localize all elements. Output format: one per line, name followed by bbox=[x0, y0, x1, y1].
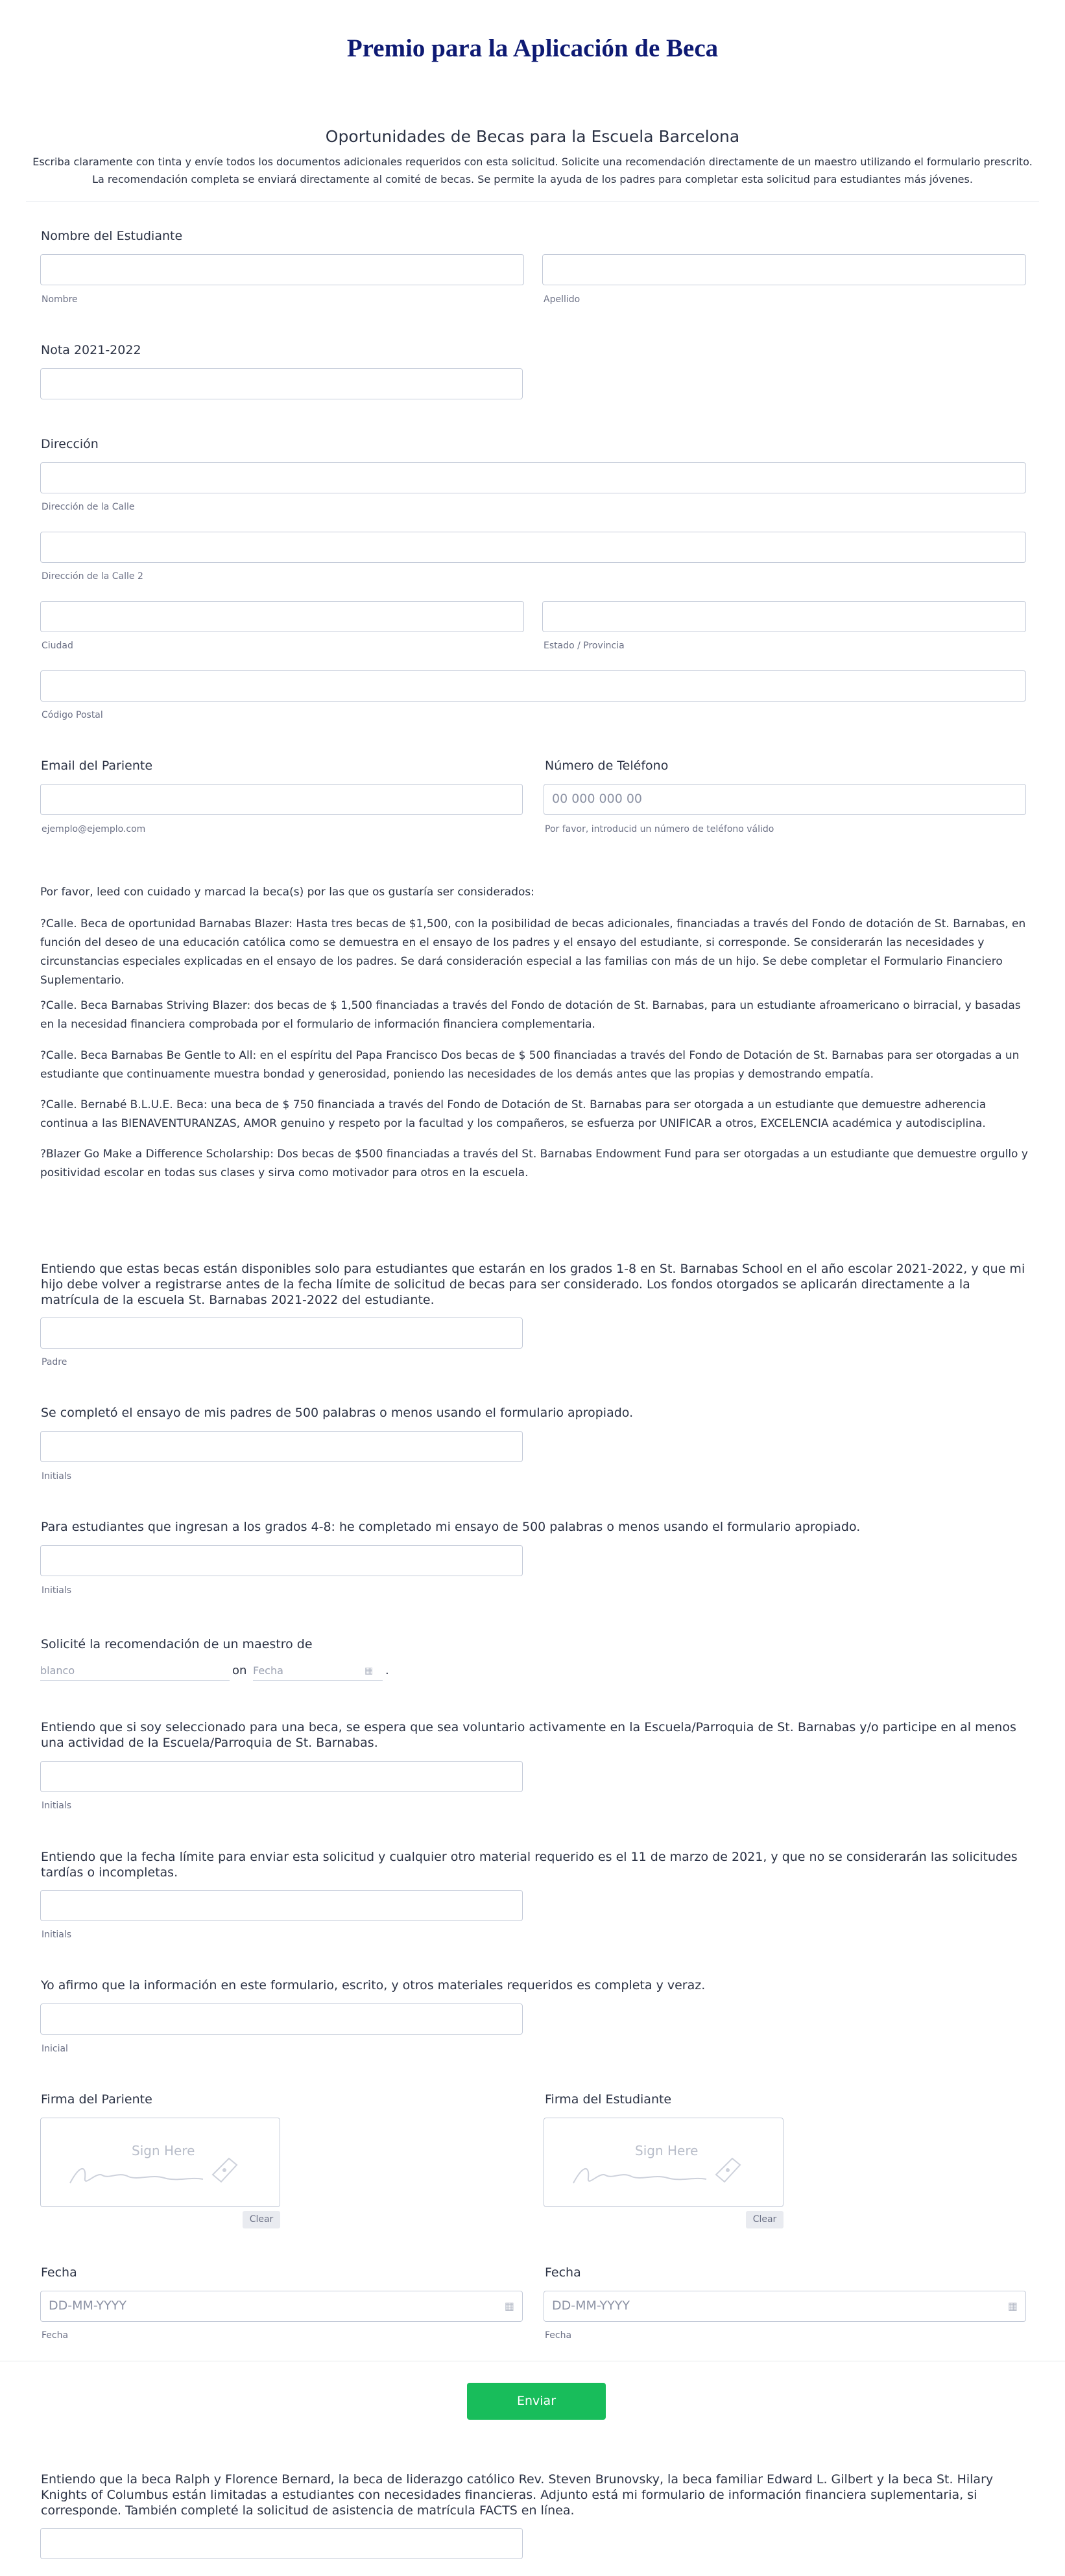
student-signature-label: Firma del Estudiante bbox=[545, 2092, 672, 2107]
state-input[interactable] bbox=[542, 601, 1026, 632]
last-name-sublabel: Apellido bbox=[544, 294, 580, 305]
page-title: Premio para la Aplicación de Beca bbox=[346, 34, 719, 62]
student-essay-initials-input[interactable] bbox=[40, 1545, 523, 1576]
parent-signature-clear-button[interactable]: Clear bbox=[243, 2211, 280, 2228]
eligibility-question: Entiendo que estas becas están disponibles solo para estudiantes que estarán en los grados 1-8 en St. Barnabas School en el año escolar 2021-2022, y que mi hijo debe volver a registrarse antes de la fecha límite de solicitud de becas para ser considerado. Los fondos otorgados se aplicarán directamente a la matrícula de la escuela St. Barnabas 2021-2022 del estudiante. bbox=[41, 1262, 1025, 1307]
parent-email-input[interactable] bbox=[40, 784, 523, 815]
parent-signature-placeholder: Sign Here bbox=[132, 2143, 195, 2158]
recommendation-teacher-input[interactable]: blanco bbox=[40, 1661, 230, 1681]
first-name-input[interactable] bbox=[40, 254, 524, 285]
scholarship-item: ?Calle. Bernabé B.L.U.E. Beca: una beca de $ 750 financiada a través del Fondo de Dotación de St. Barnabas para ser otorgada a un estudiante que demuestre adherencia continua a las BIENAVENTURANZAS, AMOR genuino y respeto por la facultad y los compañeros, se esfuerza por UNIFICAR a otros, EXCELENCIA académica y autodisciplina. bbox=[40, 1098, 987, 1130]
submit-button[interactable]: Enviar bbox=[467, 2383, 606, 2420]
form-heading: Oportunidades de Becas para la Escuela Barcelona bbox=[325, 127, 740, 146]
date-right-placeholder: DD-MM-YYYY bbox=[552, 2298, 630, 2313]
grade-input[interactable] bbox=[40, 368, 523, 399]
affirm-initials-input[interactable] bbox=[40, 2003, 523, 2035]
student-signature-pad[interactable] bbox=[544, 2118, 784, 2207]
parent-essay-question: Se completó el ensayo de mis padres de 500 palabras o menos usando el formulario apropiado. bbox=[41, 1406, 634, 1420]
scholarship-item: ?Calle. Beca de oportunidad Barnabas Blazer: Hasta tres becas de $1,500, con la posibilidad de becas adicionales, financiadas a través del Fondo de dotación de St. Barnabas, en función del deseo de una educación católica como se demuestra en el ensayo de los padres y el ensayo del estudiante, si corresponde. Se considerarán las necesidades y circunstancias especiales explicadas en el ensayo de los padres. Se dará consideración especial a las familias con más de un hijo. Se debe completar el Formulario Financiero Suplementario. bbox=[40, 917, 1026, 987]
date-right-label: Fecha bbox=[545, 2265, 581, 2280]
phone-input[interactable]: 00 000 000 00 bbox=[544, 784, 1026, 815]
date-right-input[interactable] bbox=[544, 2291, 1026, 2322]
student-signature-clear-button[interactable]: Clear bbox=[746, 2211, 784, 2228]
pen-scribble-icon bbox=[67, 2152, 255, 2191]
date-right-sublabel: Fecha bbox=[545, 2330, 572, 2341]
recommendation-date-placeholder: Fecha bbox=[253, 1664, 283, 1677]
date-left-input[interactable] bbox=[40, 2291, 523, 2322]
first-name-sublabel: Nombre bbox=[42, 294, 78, 305]
address-label: Dirección bbox=[41, 437, 99, 451]
parent-essay-initials-input[interactable] bbox=[40, 1431, 523, 1462]
last-name-input[interactable] bbox=[542, 254, 1026, 285]
postal-code-input[interactable] bbox=[40, 670, 1026, 702]
city-input[interactable] bbox=[40, 601, 524, 632]
volunteer-question: Entiendo que si soy seleccionado para una beca, se espera que sea voluntario activamente en la Escuela/Parroquia de St. Barnabas y/o participe en al menos una actividad de la Escuela/Parroquia de St. Barnabas. bbox=[41, 1720, 1016, 1750]
eligibility-sublabel: Padre bbox=[42, 1357, 67, 1367]
header-divider bbox=[26, 201, 1039, 202]
volunteer-initials-input[interactable] bbox=[40, 1761, 523, 1792]
calendar-icon[interactable]: ▦ bbox=[365, 1666, 374, 1676]
parent-email-sublabel: ejemplo@ejemplo.com bbox=[42, 824, 146, 834]
grade-label: Nota 2021-2022 bbox=[41, 343, 141, 357]
phone-label: Número de Teléfono bbox=[545, 759, 669, 773]
scholarship-item: ?Calle. Beca Barnabas Striving Blazer: dos becas de $ 1,500 financiadas a través del Fondo de dotación de St. Barnabas, para un estudiante afroamericano o birracial, y basadas en la necesidad financiera comprobada por el formulario de información financiera complementaria. bbox=[40, 999, 1021, 1031]
student-name-label: Nombre del Estudiante bbox=[41, 229, 183, 243]
parent-email-label: Email del Pariente bbox=[41, 759, 153, 773]
calendar-icon[interactable]: ▦ bbox=[1007, 2300, 1018, 2312]
deadline-question: Entiendo que la fecha límite para enviar esta solicitud y cualquier otro material requerido es el 11 de marzo de 2021, y que no se considerarán las solicitudes tardías o incompletas. bbox=[41, 1850, 1018, 1880]
recommendation-date-input[interactable] bbox=[253, 1661, 383, 1681]
recommendation-period: . bbox=[385, 1664, 389, 1677]
form-subheading: Escriba claramente con tinta y envíe todos los documentos adicionales requeridos con esta solicitud. Solicite una recomendación directamente de un maestro utilizando el formulario prescrito. La recomendación completa se enviará directamente al comité de becas. Se permite la ayuda de los padres para completar esta solicitud para estudiantes más jóvenes. bbox=[32, 156, 1033, 185]
recommendation-question: Solicité la recomendación de un maestro de bbox=[41, 1637, 313, 1651]
date-left-sublabel: Fecha bbox=[42, 2330, 69, 2341]
deadline-sublabel: Initials bbox=[42, 1930, 72, 1940]
affirm-sublabel: Inicial bbox=[42, 2044, 68, 2054]
street-address-sublabel: Dirección de la Calle bbox=[42, 502, 135, 512]
parent-essay-sublabel: Initials bbox=[42, 1471, 72, 1482]
phone-sublabel: Por favor, introducid un número de teléfono válido bbox=[545, 824, 774, 834]
affirm-question: Yo afirmo que la información en este formulario, escrito, y otros materiales requeridos es completa y veraz. bbox=[41, 1978, 706, 1992]
street-address-2-input[interactable] bbox=[40, 532, 1026, 563]
street-address-input[interactable] bbox=[40, 462, 1026, 493]
student-essay-question: Para estudiantes que ingresan a los grados 4-8: he completado mi ensayo de 500 palabras o menos usando el formulario apropiado. bbox=[41, 1520, 861, 1534]
scholarship-item: ?Blazer Go Make a Difference Scholarship: Dos becas de $500 financiadas a través del St. Barnabas Endowment Fund para ser otorgadas a un estudiante que demuestre orgullo y positividad escolar en todas sus clases y sirva como motivador para otros en la escuela. bbox=[40, 1148, 1028, 1179]
parent-signature-pad[interactable] bbox=[40, 2118, 280, 2207]
scholarship-item: ?Calle. Beca Barnabas Be Gentle to All: en el espíritu del Papa Francisco Dos becas de $ 500 financiadas a través del Fondo de Dotación de St. Barnabas para ser otorgadas a un estudiante que continuamente muestra bondad y generosidad, poniendo las necesidades de los demás antes que las propias y demostrando empatía. bbox=[40, 1049, 1020, 1081]
student-essay-sublabel: Initials bbox=[42, 1585, 72, 1596]
deadline-initials-input[interactable] bbox=[40, 1890, 523, 1921]
parent-signature-label: Firma del Pariente bbox=[41, 2092, 152, 2107]
postal-code-sublabel: Código Postal bbox=[42, 710, 103, 720]
eligibility-parent-input[interactable] bbox=[40, 1318, 523, 1349]
volunteer-sublabel: Initials bbox=[42, 1801, 72, 1811]
other-scholarships-question: Entiendo que la beca Ralph y Florence Bernard, la beca de liderazgo católico Rev. Steven Brunovsky, la beca familiar Edward L. Gilbert y la beca St. Hilary Knights of Columbus están limitadas a estudiantes con necesidades financieras. Adjunto está mi formulario de información financiera suplementaria, si corresponde. También completé la solicitud de asistencia de matrícula FACTS en línea. bbox=[41, 2472, 994, 2518]
student-signature-placeholder: Sign Here bbox=[635, 2143, 699, 2158]
date-left-placeholder: DD-MM-YYYY bbox=[49, 2298, 126, 2313]
date-left-label: Fecha bbox=[41, 2265, 77, 2280]
street-address-2-sublabel: Dirección de la Calle 2 bbox=[42, 571, 143, 582]
other-scholarships-input[interactable] bbox=[40, 2528, 523, 2559]
city-sublabel: Ciudad bbox=[42, 641, 73, 651]
calendar-icon[interactable]: ▦ bbox=[504, 2300, 514, 2312]
pen-scribble-icon bbox=[570, 2152, 758, 2191]
state-sublabel: Estado / Provincia bbox=[544, 641, 625, 651]
scholarships-intro: Por favor, leed con cuidado y marcad la beca(s) por las que os gustaría ser considerados: bbox=[40, 886, 534, 899]
recommendation-on-text: on bbox=[232, 1664, 247, 1677]
